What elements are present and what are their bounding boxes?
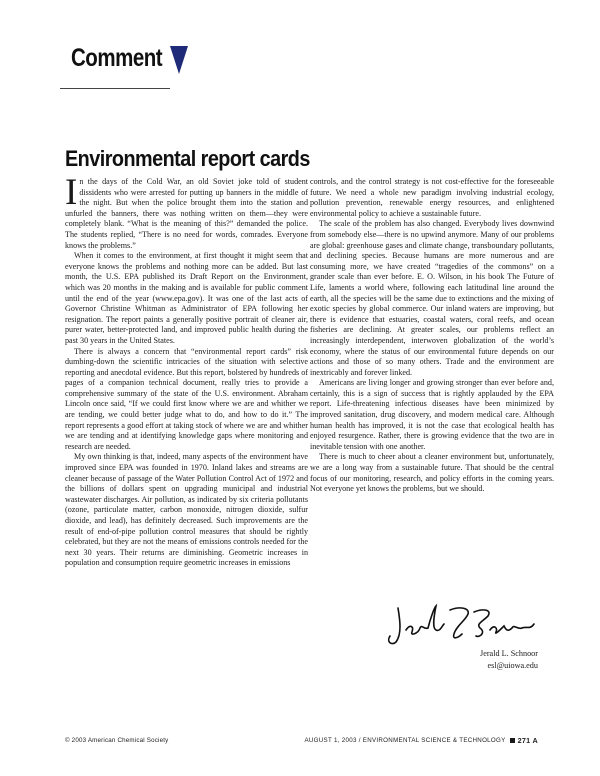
right-column	[310, 177, 554, 495]
section-label: Comment	[71, 44, 163, 72]
paragraph: Americans are living longer and growing stronger than ever before and, certainly, this is a sign of success that is rightly applauded by the EPA report. Life-threatening infectious diseases have been minimized by improved sanitation, drug discovery, and modern medical care. Although human health has improved, it is not the case that ecological health has enjoyed resurgence. Rather, there is growing evidence that the two are in inevitable tension with one another.	[310, 378, 554, 451]
square-bullet-icon	[510, 738, 515, 743]
paragraph: When it comes to the environment, at first thought it might seem that everyone knows the problems and nothing more can be added. But last month, the U.S. EPA published its Draft Report on the Environment, which was 20 months in the making and is available for public comment until the end of the year (www.epa.gov). It was one of the last acts of Governor Christine Whitman as Administrator of EPA following her resignation. The report paints a generally positive portrait of cleaner air, purer water, better-protected land, and improved public health during the past 30 years in the United States.	[65, 251, 308, 345]
paragraph: My own thinking is that, indeed, many aspects of the environment have improved since EPA was founded in 1970. Inland lakes and streams are cleaner because of passage of the Water Pollution Control Act of 1972 and the billions of dollars spent on upgrading municipal and industrial wastewater discharges. Air pollution, as indicated by six criteria pollutants (ozone, particulate matter, carbon monoxide, nitrogen dioxide, sulfur dioxide, and lead), has definitely decreased. Such improvements are the result of end-of-pipe pollution control measures that should be rightly celebrated, but they are not the means of emissions controls needed for the next 30 years. Their returns are diminishing. Geometric increases in population and consumption require geometric increases in emissions	[65, 452, 308, 568]
left-column	[65, 172, 308, 569]
paragraph: There is always a concern that “environmental report cards” risk dumbing-down the scientific intricacies of the situation with selective reporting and anecdotal evidence. But this report, bolstered by hundreds of pages of a companion technical document, really tries to provide a comprehensive summary of the state of the U.S. environment. Abraham Lincoln once said, “If we could first know where we are and whither we are tending, we could better judge what to do, and how to do it.” The report represents a good effort at taking stock of where we are and whither we are tending and at identifying knowledge gaps where monitoring and research are needed.	[65, 346, 308, 451]
triangle-marker-icon	[170, 46, 188, 74]
author-email: esl@uiowa.edu	[487, 661, 538, 670]
paragraph: The scale of the problem has also changed. Everybody lives downwind from somebody else—there is no upwind anymore. Many of our problems are global: greenhouse gases and climate change, transboundary pollutants, and declining species. Because humans are more numerous and are consuming more, we have created “tragedies of the commons” on a grander scale than ever before. E. O. Wilson, in his book The Future of Life, laments a world where, following each latitudinal line around the earth, all the species will be the same due to extinctions and the mixing of exotic species by global commerce. Our inland waters are improving, but there is evidence that estuaries, coastal waters, coral reefs, and ocean fisheries are declining. At greater scales, our problems reflect an increasingly interdependent, interwoven globalization of the world’s economy, where the status of our environmental future depends on our actions and those of so many others. Trade and the environment are inextricably and forever linked.	[310, 219, 554, 377]
article-title: Environmental report cards	[65, 146, 310, 171]
issue-footer	[304, 736, 538, 745]
header-rule	[60, 88, 170, 89]
paragraph: There is much to cheer about a cleaner environment but, unfortunately, we are a long way from a sustainable future. That should be the central focus of our monitoring, research, and policy efforts in the coming years. Not everyone yet knows the problems, but we should.	[310, 452, 554, 494]
issue-label: AUGUST 1, 2003 / ENVIRONMENTAL SCIENCE & TECHNOLOGY	[304, 737, 506, 744]
handwritten-signature	[384, 600, 544, 648]
page-number: 271 A	[517, 736, 538, 745]
section-header	[71, 46, 188, 71]
copyright-notice: © 2003 American Chemical Society	[65, 737, 169, 744]
author-name: Jerald L. Schnoor	[480, 649, 538, 658]
paragraph: controls, and the control strategy is not cost-effective for the foreseeable future. We need a whole new paradigm involving industrial ecology, pollution prevention, renewable energy resources, and enlightened environmental policy to achieve a sustainable future.	[310, 177, 554, 218]
paragraph: In the days of the Cold War, an old Soviet joke told of student dissidents who were arrested for putting up banners in the middle of the night. But when the police brought them into the station and unfurled the banners, there was nothing written on them—they were completely blank. “What is the meaning of this?” demanded the police. The students replied, “There is no need for words, comrades. Everyone knows the problems.”	[65, 172, 308, 250]
